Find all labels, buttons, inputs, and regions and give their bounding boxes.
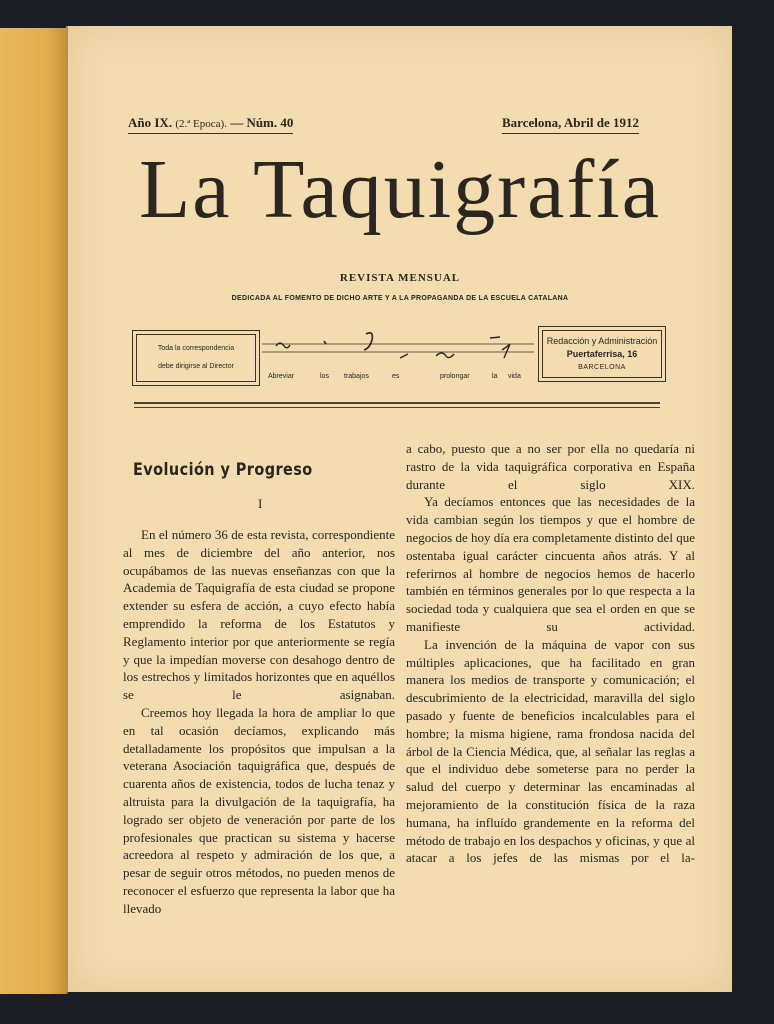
article-paragraph: a cabo, puesto que a no ser por ella no quedaría ni rastro de la vida taquigráfica corporativa en España durante el siglo XIX.: [406, 441, 695, 492]
article-column-2: [406, 440, 695, 867]
correspondence-line-1: Toda la correspondencia: [157, 345, 235, 352]
divider-rule: [134, 402, 660, 404]
journal-subtitle: REVISTA MENSUAL: [339, 272, 461, 284]
motto-word: prolongar: [440, 373, 470, 380]
divider-rule: [134, 407, 660, 408]
administration-city: BARCELONA: [578, 363, 626, 371]
motto-word: vida: [508, 373, 521, 380]
journal-dedication: DEDICADA AL FOMENTO DE DICHO ARTE Y A LA PROPAGANDA DE LA ESCUELA CATALANA: [231, 295, 569, 302]
article-paragraph: Creemos hoy llegada la hora de ampliar lo que en tal ocasión decíamos, explicando más detalladamente los propósitos que impulsan a la veterana Asociación taquigráfica que, después de cuarenta años de existencia, todos de lucha tenaz y altruista para la divulgación de la taquigrafía, ha logrado ser objeto de veneración por parte de los profesionales que practican su sistema y hacerse acreedora al respeto y admiración de los que, a pesar de seguir otros métodos, no pueden menos de reconocer el esfuerzo que representa la labor que ha llevado: [123, 704, 395, 916]
article-title: Evolución y Progreso: [133, 460, 313, 480]
correspondence-box: [132, 330, 260, 386]
issue-number: — Núm. 40: [230, 115, 294, 130]
article-paragraph: La invención de la máquina de vapor con sus múltiples aplicaciones, que ha facilitado en gran manera los medios de transporte y comunicación; el descubrimiento de la electricidad, maravilla del siglo pasado y fuente de beneficios incalculables para el hombre; la misma higiene, rama frondosa nacida del árbol de la Ciencia Médica, que, al señalar las reglas a que el individuo debe someterse para no perder la salud del cuerpo y determinar las encaminadas al mejoramiento de la constitución física de la raza humana, ha influído grandemente en la reforma del método de trabajo en los despachos y oficinas, y que al atacar a los jefes de las mismas por el la-: [406, 636, 695, 866]
article-column-1: [123, 526, 395, 918]
journal-title: La Taquigrafía: [139, 143, 661, 236]
issue-year: Año IX.: [128, 115, 173, 130]
motto-word: trabajos: [344, 373, 369, 380]
administration-box: [538, 326, 666, 382]
article-paragraph: Ya decíamos entonces que las necesidades de la vida cambian según los tiempos y que el hombre de negocios de hoy día era completamente distinto del que ostentaba igual carácter cincuenta años atrás. Y al referirnos al hombre de negocios hemos de hacerlo también en términos generales por lo que respecta a la sociedad toda y cualquiera que sea el orden en que se manifieste su actividad.: [406, 494, 695, 634]
administration-line-1: Redacción y Administración: [546, 335, 658, 346]
issue-epoch: (2.ª Epoca).: [175, 118, 227, 130]
journal-page: [66, 26, 732, 992]
facing-page-edge: [0, 28, 68, 994]
motto-word: es: [392, 373, 400, 380]
issue-info: [128, 115, 293, 134]
article-paragraph: En el número 36 de esta revista, correspondiente al mes de diciembre del año anterior, nos ocupábamos de las nuevas enseñanzas con que la Academia de Taquigrafía de esta ciudad se propone extender su esfera de acción, a cuyo efecto había emprendido la reforma de los Estatutos y Reglamento interior por que anteriormente se regía y que la impedían moverse con desahogo dentro de los estrechos y limitados horizontes que en aquéllos se le asignaban.: [123, 527, 395, 703]
administration-address: Puertaferrisa, 16: [566, 348, 638, 359]
motto-word: la: [492, 373, 498, 380]
motto-word: Abreviar: [268, 373, 295, 380]
place-date: Barcelona, Abril de 1912: [502, 115, 639, 134]
shorthand-motto-graphic: [262, 324, 534, 366]
correspondence-line-2: debe dirigirse al Director: [158, 363, 234, 370]
motto-word: los: [320, 373, 329, 380]
article-section-number: I: [258, 496, 263, 511]
